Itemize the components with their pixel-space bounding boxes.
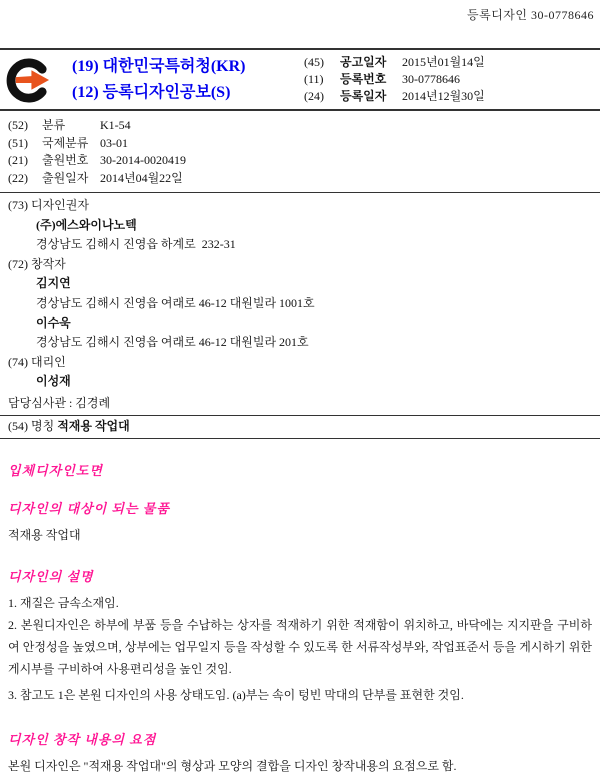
field-code: (11)	[304, 72, 324, 86]
party-address: 경상남도 김해시 진영읍 여래로 46-12 대원빌라 201호	[36, 335, 309, 350]
biblio-row	[0, 135, 600, 153]
examiner-line: 담당심사관 : 김경례	[8, 395, 111, 410]
office-title: (19) 대한민국특허청(KR)	[72, 57, 246, 75]
article-body: 적재용 작업대	[8, 527, 81, 542]
header-field-row	[304, 71, 600, 88]
party-name: (주)에스와이나노텍	[36, 217, 137, 232]
biblio-value: 2014년04월22일	[100, 170, 183, 185]
biblio-label: 국제분류	[42, 135, 89, 150]
party-section-label: (73) 디자인권자	[8, 198, 89, 212]
biblio-label: 분류	[42, 118, 66, 132]
party-name: 이수욱	[36, 315, 71, 330]
field-label: 등록번호	[340, 72, 387, 86]
parties-section	[0, 193, 600, 394]
field-code: (24)	[304, 89, 324, 103]
biblio-row	[0, 170, 600, 188]
party-name: 이성재	[36, 374, 71, 389]
field-label: 등록일자	[340, 89, 387, 103]
design-title: 적재용 작업대	[57, 418, 130, 433]
field-value: 2014년12월30일	[402, 89, 485, 103]
biblio-value: K1-54	[100, 118, 131, 132]
field-code: (45)	[304, 55, 324, 69]
biblio-row	[0, 117, 600, 135]
description-paragraph-3: 3. 참고도 1은 본원 디자인의 사용 상태도임. (a)부는 속이 텅빈 막대의 단부를 표현한 것임.	[8, 687, 464, 702]
gazette-header	[0, 48, 600, 111]
doc-number-header: 등록디자인 30-0778646	[467, 8, 594, 22]
divider	[0, 438, 600, 439]
header-fields	[304, 54, 600, 105]
biblio-value: 30-2014-0020419	[100, 153, 186, 167]
section-heading-description: 디자인의 설명	[8, 568, 94, 584]
party-section-label: (72) 창작자	[8, 256, 66, 271]
kipo-logo	[0, 55, 54, 105]
gazette-title: (12) 등록디자인공보(S)	[72, 83, 231, 101]
field-value: 30-0778646	[402, 72, 460, 86]
header-field-row	[304, 88, 600, 105]
party-address: 경상남도 김해시 진영읍 하계로 232-31	[36, 237, 236, 252]
party-address: 경상남도 김해시 진영읍 여래로 46-12 대원빌라 1001호	[36, 295, 315, 310]
section-heading-3d-drawing: 입체디자인도면	[8, 462, 103, 478]
biblio-row	[0, 152, 600, 170]
party-name: 김지연	[36, 276, 71, 291]
biblio-code: (21)	[8, 153, 28, 167]
kipo-logo-icon	[4, 55, 51, 105]
biblio-code: (22)	[8, 170, 28, 185]
description-paragraph-1: 1. 재질은 금속소재임.	[8, 595, 119, 610]
description-paragraph-2: 2. 본원디자인은 하부에 부품 등을 수납하는 상자를 적재하기 위한 적재함이 위치하고, 바닥에는 지지판을 구비하여 안정성을 높였으며, 상부에는 업무일지 등을 작성할 수 있도록 한 서류작성부와, 작업표준서 등을 게시하기 위한 게시부를 구비하여 사용편리성을 높인 것임.	[8, 617, 592, 676]
party-section-label: (74) 대리인	[8, 354, 66, 369]
biblio-value: 03-01	[100, 135, 128, 150]
biblio-code: (52)	[8, 118, 28, 132]
biblio-section	[0, 111, 600, 192]
gist-body: 본원 디자인은 "적재용 작업대"의 형상과 모양의 결합을 디자인 창작내용의 요점으로 함.	[8, 758, 457, 773]
biblio-label: 출원일자	[42, 170, 89, 185]
section-heading-gist: 디자인 창작 내용의 요점	[8, 731, 157, 747]
biblio-code: (51)	[8, 135, 28, 150]
design-title-row	[0, 416, 600, 438]
gazette-titles	[72, 54, 246, 106]
section-heading-article: 디자인의 대상이 되는 물품	[8, 500, 170, 516]
biblio-label: 출원번호	[42, 153, 89, 167]
field-value: 2015년01월14일	[402, 55, 485, 69]
header-field-row	[304, 54, 600, 71]
title-prefix: (54) 명칭	[8, 418, 55, 433]
field-label: 공고일자	[340, 55, 387, 69]
